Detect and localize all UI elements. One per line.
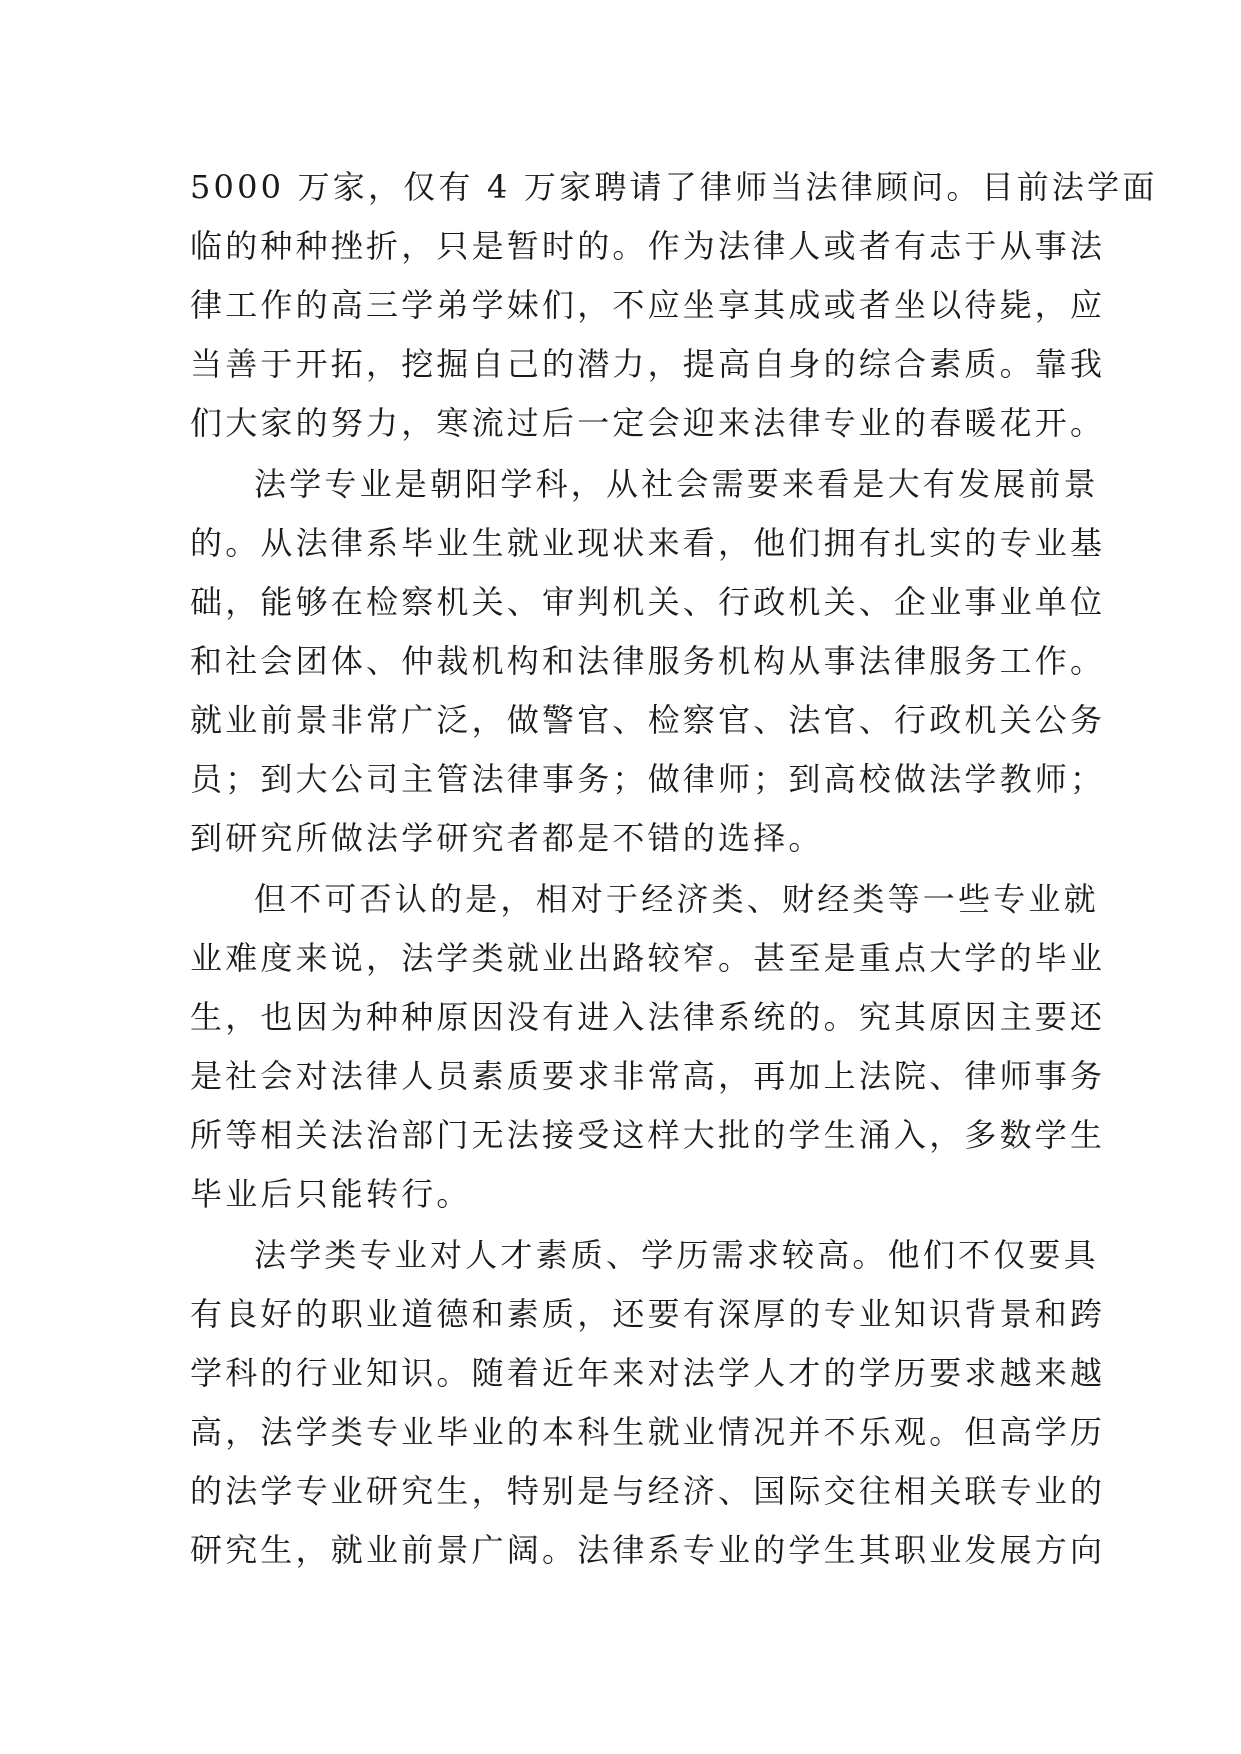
text-line: 5000 万家，仅有 4 万家聘请了律师当法律顾问。目前法学面 <box>190 168 1158 206</box>
text-line: 律工作的高三学弟学妹们，不应坐享其成或者坐以待毙，应 <box>190 286 1106 324</box>
text-line: 但不可否认的是，相对于经济类、财经类等一些专业就 <box>254 880 1099 918</box>
document-body <box>190 158 1158 1580</box>
text-line: 研究生，就业前景广阔。法律系专业的学生其职业发展方向 <box>190 1531 1106 1569</box>
text-line: 临的种种挫折，只是暂时的。作为法律人或者有志于从事法 <box>190 227 1106 265</box>
text-line: 学科的行业知识。随着近年来对法学人才的学历要求越来越 <box>190 1354 1106 1392</box>
text-line: 到研究所做法学研究者都是不错的选择。 <box>190 819 824 857</box>
text-line: 的法学专业研究生，特别是与经济、国际交往相关联专业的 <box>190 1472 1106 1510</box>
text-line: 生，也因为种种原因没有进入法律系统的。究其原因主要还 <box>190 998 1106 1036</box>
text-line: 础，能够在检察机关、审判机关、行政机关、企业事业单位 <box>190 583 1106 621</box>
text-line: 毕业后只能转行。 <box>190 1175 472 1213</box>
text-line: 所等相关法治部门无法接受这样大批的学生涌入，多数学生 <box>190 1116 1106 1154</box>
text-line: 是社会对法律人员素质要求非常高，再加上法院、律师事务 <box>190 1057 1106 1095</box>
text-line: 和社会团体、仲裁机构和法律服务机构从事法律服务工作。 <box>190 642 1106 680</box>
text-line: 的。从法律系毕业生就业现状来看，他们拥有扎实的专业基 <box>190 524 1106 562</box>
text-line: 高，法学类专业毕业的本科生就业情况并不乐观。但高学历 <box>190 1413 1106 1451</box>
text-line: 业难度来说，法学类就业出路较窄。甚至是重点大学的毕业 <box>190 939 1106 977</box>
paragraph-2 <box>190 455 1106 868</box>
text-line: 就业前景非常广泛，做警官、检察官、法官、行政机关公务 <box>190 701 1106 739</box>
text-line: 当善于开拓，挖掘自己的潜力，提高自身的综合素质。靠我 <box>190 345 1106 383</box>
text-line: 们大家的努力，寒流过后一定会迎来法律专业的春暖花开。 <box>190 404 1106 442</box>
paragraph-4 <box>190 1226 1106 1580</box>
paragraph-3 <box>190 870 1106 1224</box>
text-line: 法学专业是朝阳学科，从社会需要来看是大有发展前景 <box>254 465 1099 503</box>
paragraph-1 <box>190 158 1158 453</box>
text-line: 法学类专业对人才素质、学历需求较高。他们不仅要具 <box>254 1236 1099 1274</box>
text-line: 员；到大公司主管法律事务；做律师；到高校做法学教师； <box>190 760 1106 798</box>
text-line: 有良好的职业道德和素质，还要有深厚的专业知识背景和跨 <box>190 1295 1106 1333</box>
